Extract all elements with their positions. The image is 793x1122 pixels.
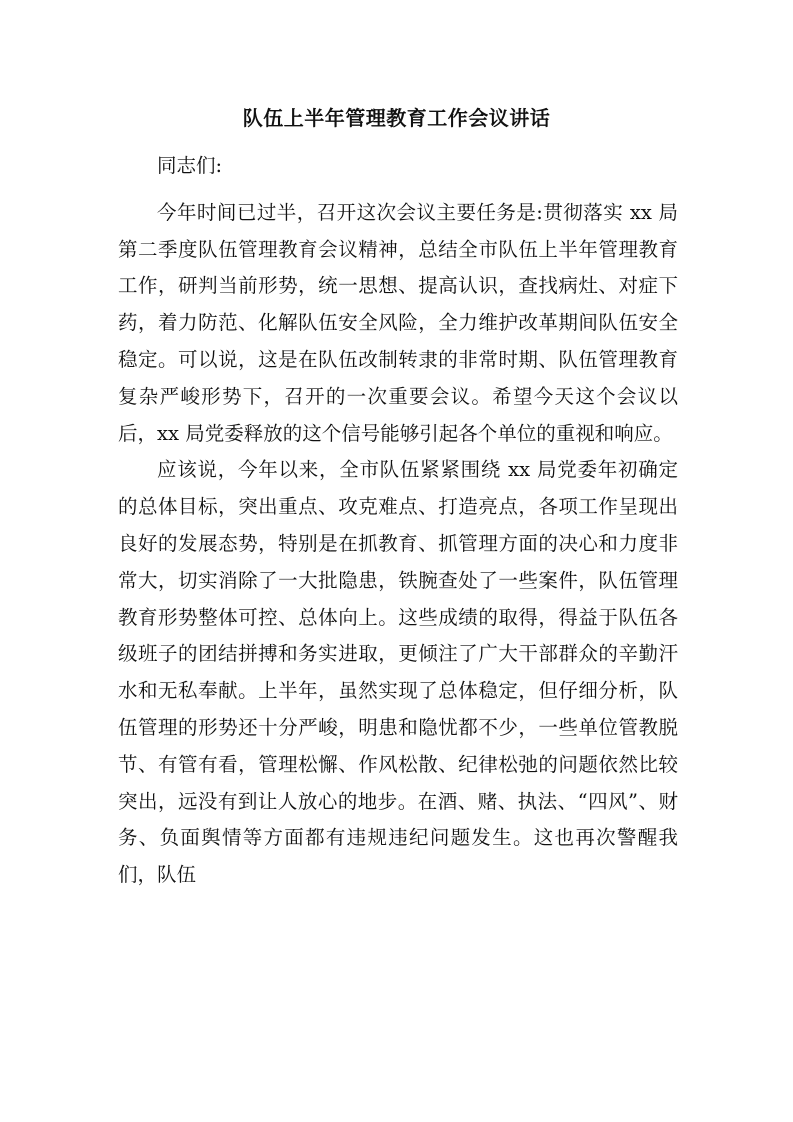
paragraph: 今年时间已过半，召开这次会议主要任务是:贯彻落实 xx 局第二季度队伍管理教育会议精神，总结全市队伍上半年管理教育工作，研判当前形势，统一思想、提高认识，查找病灶、对症下药，着力防范、化解队伍安全风险，全力维护改革期间队伍安全稳定。可以说，这是在队伍改制转隶的非常时期、队伍管理教育复杂严峻形势下，召开的一次重要会议。希望今天这个会议以后，xx 局党委释放的这个信号能够引起各个单位的重视和响应。 [118,200,678,445]
paragraph: 应该说，今年以来，全市队伍紧紧围绕 xx 局党委年初确定的总体目标，突出重点、攻克难点、打造亮点，各项工作呈现出良好的发展态势，特别是在抓教育、抓管理方面的决心和力度非常大，切实消除了一大批隐患，铁腕查处了一些案件，队伍管理教育形势整体可控、总体向上。这些成绩的取得，得益于队伍各级班子的团结拼搏和务实进取，更倾注了广大干部群众的辛勤汗水和无私奉献。上半年，虽然实现了总体稳定，但仔细分析，队伍管理的形势还十分严峻，明患和隐忧都不少，一些单位管教脱节、有管有看，管理松懈、作风松散、纪律松弛的问题依然比较突出，远没有到让人放心的地步。在酒、赌、执法、“四风”、财务、负面舆情等方面都有违规违纪问题发生。这也再次警醒我们，队伍 [118,458,678,887]
document-title: 队伍上半年管理教育工作会议讲话 [242,106,551,130]
document-body [118,148,678,894]
greeting: 同志们: [157,154,223,177]
